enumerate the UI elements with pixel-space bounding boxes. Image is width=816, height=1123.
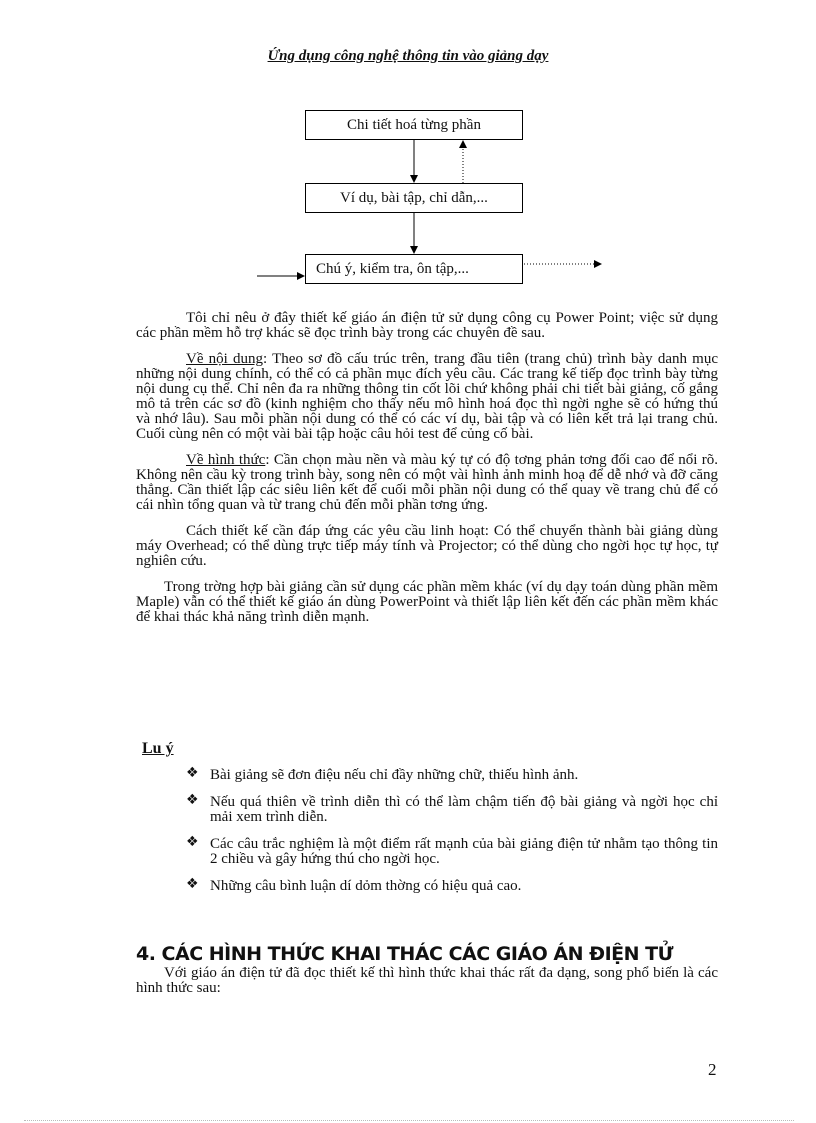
list-item: ❖ Bài giảng sẽ đơn điệu nếu chỉ đầy những chữ, thiếu hình ảnh. (186, 765, 579, 783)
body-paragraphs (136, 311, 718, 625)
paragraph-other-software: Trong trờng hợp bài giảng cần sử dụng các phần mềm khác (ví dụ dạy toán dùng phần mềm Maple) vẫn có thể thiết kế giáo án dùng PowerPoint và thiết lập liên kết đến các phần mềm khác để khai thác khả năng trình diễn mạnh. (136, 579, 718, 625)
paragraph-content-text: : Theo sơ đồ cấu trúc trên, trang đầu tiên (trang chủ) trình bày danh mục những nội dung chính, có thể có cả phần mục đích yêu cầu. Các trang kế tiếp đọc trình bày từng nội dung cụ thể. Chỉ nên đa ra những thông tin cốt lõi chứ không phải chi tiết bài giảng, cố gắng mô tả trên các sơ đồ (kinh nghiệm cho thấy nếu mô hình hoá đọc thì ngời nghe sẽ có hứng thú và nhớ lâu). Sau mỗi phần nội dung có thể có các ví dụ, bài tập và có liên kết trả lại trang chủ. Cuối cùng nên có một vài bài tập hoặc câu hỏi test để củng cố bài. (136, 351, 718, 442)
diagram-box-examples: Ví dụ, bài tập, chỉ dẫn,... (305, 183, 523, 213)
section-heading: 4. CÁC HÌNH THỨC KHAI THÁC CÁC GIÁO ÁN ĐIỆN TỬ (136, 943, 673, 965)
page-number: 2 (708, 1060, 717, 1079)
label-content: Về nội dung (186, 351, 264, 367)
paragraph-content (136, 352, 718, 442)
note-title: Lu ý (142, 740, 174, 757)
diamond-bullet-icon: ❖ (186, 765, 199, 781)
diagram-box-notes: Chú ý, kiểm tra, ôn tập,... (305, 254, 523, 284)
diamond-bullet-icon: ❖ (186, 792, 199, 808)
diamond-bullet-icon: ❖ (186, 876, 199, 892)
paragraph-flexible: Cách thiết kế cần đáp ứng các yêu cầu linh hoạt: Có thể chuyển thành bài giảng dùng máy Overhead; có thể dùng trực tiếp máy tính và Projector; có thể dùng cho ngời học tự học, tự nghiên cứu. (136, 523, 718, 569)
page-header-title: Ứng dụng công nghệ thông tin vào giảng dạy (267, 48, 549, 64)
paragraph-intro: Tôi chỉ nêu ở đây thiết kế giáo án điện tử sử dụng công cụ Power Point; việc sử dụng các phần mềm hỗ trợ khác sẽ đọc trình bày trong các chuyên đề sau. (136, 310, 718, 341)
footer-divider (24, 1120, 794, 1121)
section-text: Với giáo án điện tử đã đọc thiết kế thì hình thức khai thác rất đa dạng, song phổ biến là các hình thức sau: (136, 965, 718, 996)
list-item: ❖ Nếu quá thiên về trình diễn thì có thể làm chậm tiến độ bài giảng và ngời học chỉ mải xem trình diễn. (186, 792, 718, 825)
paragraph-form-text: : Cần chọn màu nền và màu ký tự có độ tơng phản tơng đối cao để nổi rõ. Không nên cầu kỳ trong trình bày, song nên có một vài hình ảnh minh hoạ để dễ nhớ và đỡ căng thẳng. Cần thiết lập các siêu liên kết để cuối mỗi phần nội dung có thể quay về trang chủ để có cái nhìn tổng quan và từ trang chủ đến mỗi phần tơng ứng. (136, 452, 718, 513)
label-form: Về hình thức (186, 452, 266, 468)
list-item: ❖ Các câu trắc nghiệm là một điểm rất mạnh của bài giảng điện tử nhằm tạo thông tin 2 chiều và gây hứng thú cho ngời học. (186, 834, 718, 867)
note-bullet-list (186, 765, 718, 906)
diagram-box-details: Chi tiết hoá từng phần (305, 110, 523, 140)
diamond-bullet-icon: ❖ (186, 834, 199, 850)
list-item: ❖ Những câu bình luận dí dỏm thờng có hiệu quả cao. (186, 876, 522, 894)
paragraph-form (136, 453, 718, 513)
